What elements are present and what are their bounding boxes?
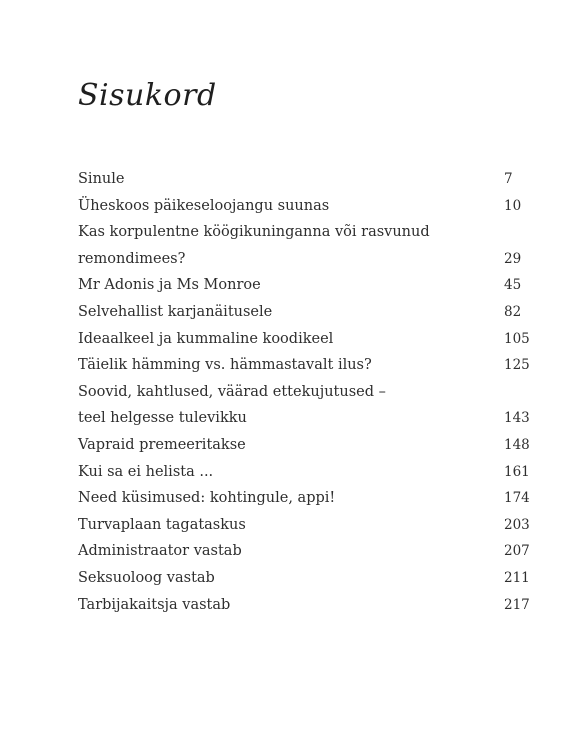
- toc-entry-page: 125: [504, 357, 530, 374]
- toc-entry-page: 143: [504, 410, 530, 427]
- toc-entry-page: 10: [504, 197, 522, 214]
- toc-entry-title: Need küsimused: kohtingule, appi!: [78, 490, 336, 507]
- toc-entry-page: 217: [504, 596, 530, 613]
- toc-entry: [78, 512, 530, 539]
- toc-entry-page: 7: [504, 171, 513, 187]
- toc-entry-title: Vapraid premeeritakse: [78, 436, 246, 453]
- toc-entry-page: 45: [504, 277, 522, 294]
- toc-entry-page: 161: [504, 463, 530, 480]
- toc-entry-page: 203: [504, 516, 530, 533]
- toc-entry: [78, 379, 526, 406]
- toc-entry: [78, 565, 530, 592]
- toc-entry-title: Soovid, kahtlused, väärad ettekujutused –: [78, 383, 386, 400]
- toc-entry-page: 29: [504, 250, 522, 267]
- toc-entry: [78, 166, 526, 193]
- toc-entry: [78, 272, 526, 299]
- toc-entry-title: Sinule: [78, 171, 125, 187]
- table-of-contents: [78, 166, 530, 618]
- toc-entry-title: Täielik hämming vs. hämmastavalt ilus?: [78, 357, 372, 374]
- toc-entry-title: remondimees?: [78, 250, 186, 267]
- toc-entry-page: 207: [504, 543, 530, 560]
- toc-entry-title: Ideaalkeel ja kummaline koodikeel: [78, 330, 334, 347]
- toc-entry: [78, 246, 526, 273]
- toc-entry: [78, 352, 530, 379]
- toc-entry: [78, 193, 526, 220]
- toc-entry: [78, 326, 530, 353]
- toc-entry-page: 105: [504, 330, 530, 347]
- toc-entry: [78, 459, 530, 486]
- toc-entry-title: Seksuoloog vastab: [78, 569, 215, 586]
- toc-entry-title: Tarbijakaitsja vastab: [78, 596, 231, 613]
- toc-entry-title: Administraator vastab: [78, 543, 242, 560]
- page-title: Sisukord: [78, 78, 217, 113]
- toc-entry-title: Selvehallist karjanäitusele: [78, 303, 273, 320]
- toc-entry-page: 211: [504, 569, 530, 586]
- toc-entry: [78, 538, 530, 565]
- toc-entry-title: Turvaplaan tagataskus: [78, 516, 246, 533]
- toc-entry-title: Kui sa ei helista ...: [78, 463, 214, 480]
- toc-entry: [78, 432, 530, 459]
- toc-entry: [78, 592, 530, 619]
- toc-entry: [78, 405, 530, 432]
- toc-entry-page: 174: [504, 490, 530, 507]
- toc-entry: [78, 485, 530, 512]
- toc-entry-page: 82: [504, 303, 522, 320]
- toc-entry: [78, 299, 526, 326]
- toc-entry-title: teel helgesse tulevikku: [78, 410, 247, 427]
- toc-entry-title: Kas korpulentne köögikuninganna või rasvunud: [78, 224, 430, 241]
- toc-entry-page: 148: [504, 436, 530, 453]
- toc-entry-title: Mr Adonis ja Ms Monroe: [78, 277, 261, 294]
- toc-entry: [78, 219, 526, 246]
- toc-entry-title: Üheskoos päikeseloojangu suunas: [78, 197, 330, 214]
